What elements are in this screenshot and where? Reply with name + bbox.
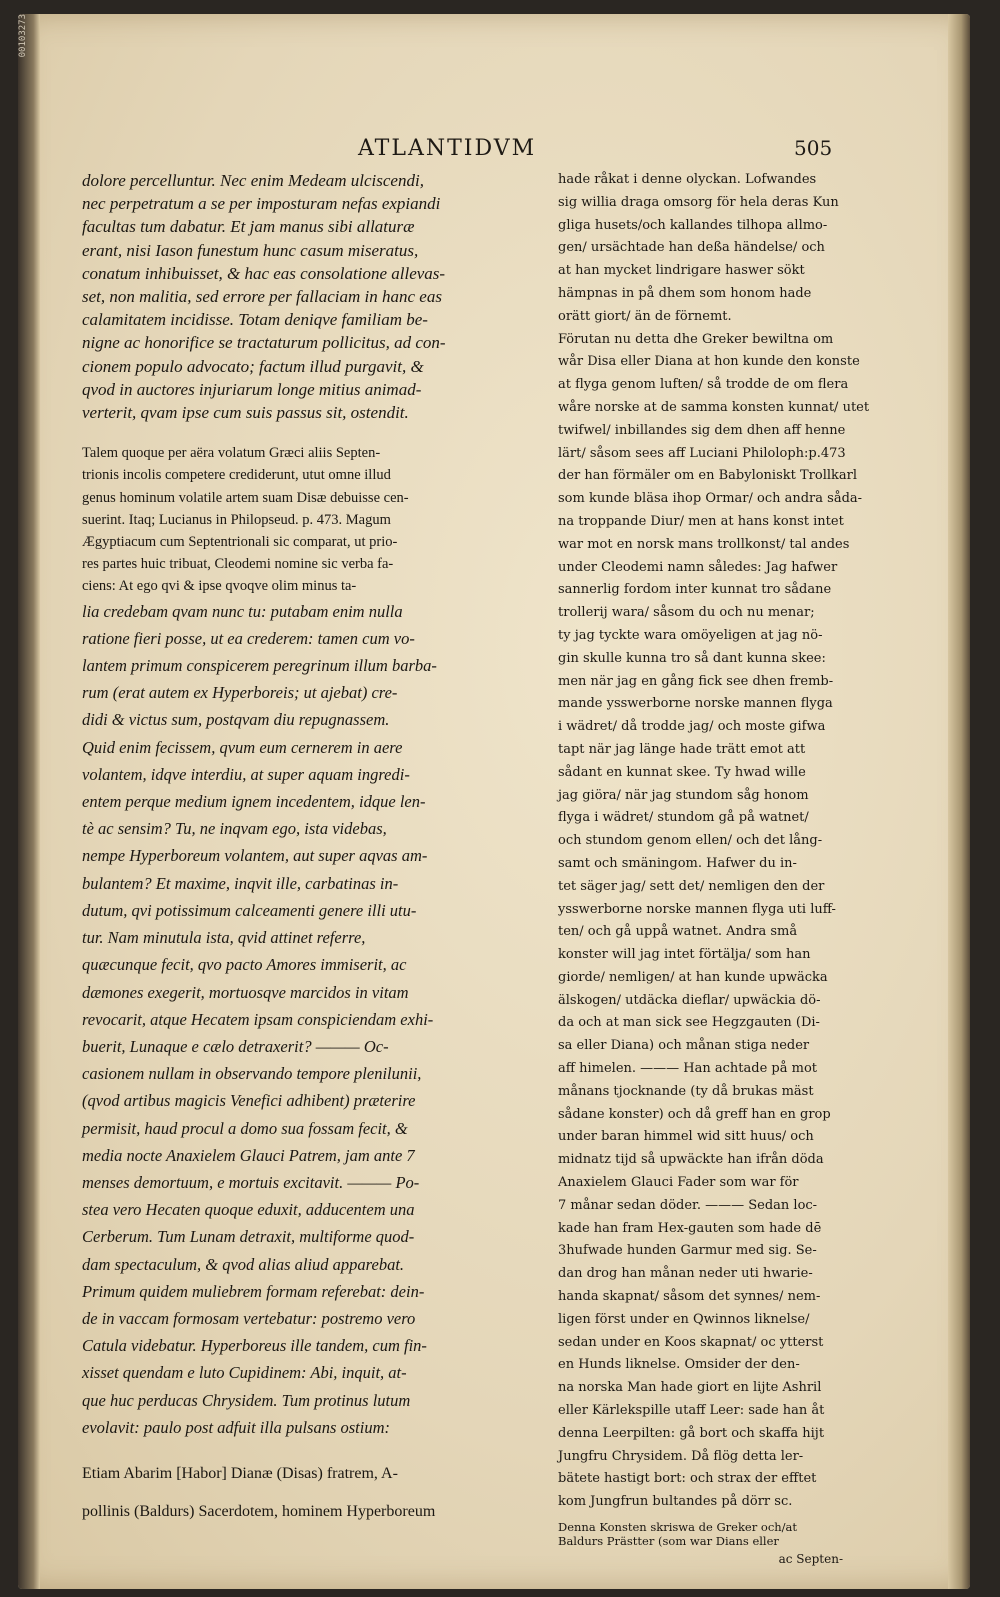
- text-line: ysswerborne norske mannen flyga uti luff-: [558, 901, 836, 917]
- text-line: lantem primum conspicerem peregrinum illum barba-: [82, 656, 437, 676]
- text-line: sannerlig fordom inter kunnat tro sådane: [558, 582, 832, 598]
- text-line: dæmones exegerit, mortuosqve marcidos in vitam: [82, 982, 409, 1002]
- text-line: bulantem? Et maxime, inqvit ille, carbatinas in-: [82, 873, 399, 893]
- text-line: älskogen/ utdäcka dieflar/ upwäckia dö-: [558, 992, 821, 1008]
- text-line: dolore percelluntur. Nec enim Medeam ulciscendi,: [82, 171, 424, 190]
- text-line: ciens: At ego qvi & ipse qvoqve olim minus ta-: [82, 578, 357, 595]
- text-line: månans tjocknande (ty då brukas mäst: [558, 1083, 814, 1099]
- text-line: tet säger jag/ sett det/ nemligen den der: [558, 878, 825, 894]
- text-line: da och at man sick see Hegzgauten (Di-: [558, 1015, 820, 1031]
- text-line: cionem populo advocato; factum illud purgavit, &: [82, 356, 424, 376]
- text-line: conatum inhibuisset, & hac eas consolatione allevas-: [82, 263, 446, 283]
- text-line: hämpnas in på dhem som honom hade: [558, 285, 812, 301]
- catchword: ac Septen-: [778, 1552, 843, 1567]
- text-line: Cerberum. Tum Lunam detraxit, multiforme quod-: [82, 1227, 415, 1247]
- text-line: Denna Konsten skriswa de Greker och/at: [558, 1520, 798, 1535]
- text-line: Ægyptiacum cum Septentrionali sic comparat, ut prio-: [82, 534, 398, 551]
- text-line: under baran himmel wid sitt huus/ och: [558, 1129, 814, 1145]
- text-line: dutum, qvi potissimum calceamenti genere illi utu-: [82, 900, 417, 920]
- text-line: de in vaccam formosam vertebatur: postremo vero: [82, 1308, 416, 1328]
- text-line: eller Kärlekspille utaff Leer: sade han åt: [558, 1403, 825, 1419]
- text-line: men när jag en gång fick see dhen fremb-: [558, 673, 834, 689]
- text-line: 3hufwade hunden Garmur med sig. Se-: [558, 1243, 817, 1259]
- latin-italic-block: [82, 169, 542, 424]
- text-line: na troppande Diur/ men at hans konst intet: [558, 513, 844, 529]
- text-line: lia credebam qvam nunc tu: putabam enim nulla: [82, 601, 403, 621]
- swedish-column: [558, 169, 870, 1571]
- text-line: kom Jungfrun bultandes på dörr sc.: [558, 1494, 793, 1510]
- text-line: buerit, Lunaque e cælo detraxerit? ——— Oc-: [82, 1036, 389, 1056]
- text-line: Etiam Abarim [Habor] Dianæ (Disas) fratrem, A-: [82, 1464, 398, 1482]
- text-line: tè ac sensim? Tu, ne inqvam ego, ista videbas,: [82, 819, 387, 839]
- text-line: ten/ och gå uppå watnet. Andra små: [558, 924, 798, 940]
- text-line: genus hominum volatile artem suam Disæ debuisse cen-: [82, 489, 409, 506]
- text-line: at han mycket lindrigare haswer sökt: [558, 263, 805, 279]
- text-line: giorde/ nemligen/ at han kunde upwäcka: [558, 969, 828, 985]
- text-line: sa eller Diana) och månan stiga neder: [558, 1038, 810, 1054]
- text-line: midnatz tijd så upwäckte han ifrån döda: [558, 1152, 824, 1168]
- text-line: i wädret/ då trodde jag/ och moste gifwa: [558, 719, 826, 735]
- text-line: verterit, qvam ipse cum suis passus sit, ostendit.: [82, 403, 409, 423]
- text-line: (qvod artibus magicis Venefici adhibent) præterire: [82, 1091, 416, 1111]
- text-line: Anaxielem Glauci Fader som war för: [558, 1175, 799, 1191]
- latin-quotation-block: [82, 598, 542, 1441]
- text-line: erant, nisi Iason funestum hunc casum miseratus,: [82, 240, 419, 260]
- text-line: set, non malitia, sed errore per fallaciam in hanc eas: [82, 287, 442, 307]
- text-line: evolavit: paulo post adfuit illa pulsans ostium:: [82, 1417, 390, 1437]
- text-line: ligen först under en Qwinnos liknelse/: [558, 1311, 810, 1327]
- text-line: sig willia draga omsorg för hela deras Kun: [558, 194, 839, 210]
- text-line: didi & victus sum, postqvam diu repugnassem.: [82, 710, 390, 730]
- latin-roman-block: [82, 442, 542, 597]
- text-line: rum (erat autem ex Hyperboreis; ut ajebat) cre-: [82, 683, 398, 703]
- text-line: samt och smäningom. Hafwer du in-: [558, 855, 797, 871]
- text-line: tur. Nam minutula ista, qvid attinet referre,: [82, 928, 366, 948]
- text-line: twifwel/ inbillandes sig dem dhen aff henne: [558, 422, 846, 438]
- text-line: suerint. Itaq; Lucianus in Philopseud. p. 473. Magum: [82, 511, 391, 528]
- text-line: hade råkat i denne olyckan. Lofwandes: [558, 172, 817, 187]
- text-line: qvod in auctores injuriarum longe mitius animad-: [82, 379, 422, 399]
- text-line: que huc perducas Chrysidem. Tum protinus lutum: [82, 1390, 411, 1410]
- text-line: permisit, haud procul a domo sua fossam fecit, &: [82, 1118, 408, 1138]
- text-line: res partes huic tribuat, Cleodemi nomine sic verba fa-: [82, 556, 394, 573]
- book-page: [18, 14, 970, 1589]
- text-line: mande ysswerborne norske mannen flyga: [558, 696, 833, 712]
- text-line: en Hunds liknelse. Omsider der den-: [558, 1357, 800, 1373]
- text-line: sedan under en Koos skapnat/ oc ytterst: [558, 1334, 824, 1350]
- text-line: entem perque medium ignem incedentem, idque len-: [82, 792, 426, 812]
- text-line: casionem nullam in observando tempore plenilunii,: [82, 1064, 422, 1084]
- text-line: Primum quidem muliebrem formam referebat: dein-: [82, 1281, 425, 1301]
- text-line: revocarit, atque Hecatem ipsam conspiciendam exhi-: [82, 1009, 434, 1029]
- text-line: lärt/ såsom sees aff Luciani Philoloph:p.473: [558, 445, 846, 461]
- text-line: quæcunque fecit, qvo pacto Amores immiserit, ac: [82, 955, 407, 975]
- text-line: dam spectaculum, & qvod alias aliud apparebat.: [82, 1254, 405, 1274]
- text-line: gin skulle kunna tro så dant kunna skee:: [558, 650, 826, 666]
- text-line: wår Disa eller Diana at hon kunde den konste: [558, 354, 860, 370]
- running-head: ATLANTIDVM: [358, 136, 537, 161]
- latin-closing-block: [82, 1463, 542, 1523]
- text-line: jag giöra/ när jag stundom såg honom: [558, 787, 809, 803]
- text-line: wåre norske at de samma konsten kunnat/ utet: [558, 399, 870, 415]
- text-line: Förutan nu detta dhe Greker bewiltna om: [558, 331, 834, 347]
- text-line: Jungfru Chrysidem. Då flög detta ler-: [558, 1448, 804, 1464]
- page-number: 505: [794, 136, 833, 160]
- text-line: kade han fram Hex-gauten som hade dē: [558, 1220, 822, 1236]
- page-edge: [948, 14, 970, 1589]
- text-line: stea vero Hecaten quoque eduxit, adducentem una: [82, 1200, 415, 1220]
- text-line: orätt giort/ än de förnemt.: [558, 308, 732, 324]
- text-line: nec perpetratum a se per imposturam nefas expiandi: [82, 194, 441, 214]
- text-line: ratione fieri posse, ut ea crederem: tamen cum vo-: [82, 628, 415, 648]
- catalog-id: 00103273: [18, 14, 28, 58]
- text-line: der han förmäler om en Babyloniskt Trollkarl: [558, 468, 858, 484]
- text-line: handa skapnat/ såsom det synnes/ nem-: [558, 1289, 821, 1305]
- text-line: konster will jag intet förtälja/ som han: [558, 947, 811, 963]
- binding-gutter: [18, 14, 40, 1589]
- text-line: Catula videbatur. Hyperboreus ille tandem, cum fin-: [82, 1336, 427, 1356]
- text-line: gen/ ursächtade han deßa händelse/ och: [558, 240, 825, 256]
- text-line: och stundom genom ellen/ och det lång-: [558, 833, 823, 849]
- text-line: aff himelen. ——— Han achtade på mot: [558, 1061, 817, 1077]
- swedish-note: [558, 1520, 843, 1548]
- text-line: volantem, idqve interdiu, at super aquam ingredi-: [82, 764, 410, 784]
- text-line: pollinis (Baldurs) Sacerdotem, hominem Hyperboreum: [82, 1502, 436, 1520]
- text-line: ty jag tyckte wara omöyeligen at jag nö-: [558, 627, 823, 643]
- latin-column: [82, 169, 542, 1539]
- text-line: denna Leerpilten: gå bort och skaffa hijt: [558, 1425, 825, 1441]
- text-line: som kunde bläsa ihop Ormar/ och andra såda-: [558, 491, 863, 507]
- text-line: media nocte Anaxielem Glauci Patrem, jam ante 7: [82, 1145, 415, 1165]
- text-line: flyga i wädret/ stundom gå på watnet/: [558, 810, 809, 826]
- text-line: war mot en norsk mans trollkonst/ tal andes: [558, 536, 850, 552]
- text-line: menses demortuum, e mortuis excitavit. ——— Po-: [82, 1172, 420, 1192]
- text-line: sådane konster) och då greff han en grop: [558, 1106, 831, 1122]
- text-line: at flyga genom luften/ så trodde de om flera: [558, 377, 849, 393]
- text-line: dan drog han månan neder uti hwarie-: [558, 1266, 813, 1282]
- text-line: 7 månar sedan döder. ——— Sedan loc-: [558, 1197, 818, 1213]
- text-line: sådant en kunnat skee. Ty hwad wille: [558, 764, 806, 780]
- text-line: under Cleodemi namn således: Jag hafwer: [558, 559, 838, 575]
- text-line: nigne ac honorifice se tractaturum pollicitus, ad con-: [82, 333, 446, 353]
- text-line: na norska Man hade giort en lijte Ashril: [558, 1380, 822, 1396]
- text-line: facultas tum dabatur. Et jam manus sibi allaturæ: [82, 217, 415, 237]
- text-line: nempe Hyperboreum volantem, aut super aqvas am-: [82, 846, 428, 866]
- text-line: gliga husets/och kallandes tilhopa allmo-: [558, 217, 828, 233]
- text-line: Quid enim fecissem, qvum eum cernerem in aere: [82, 737, 403, 757]
- text-line: calamitatem incidisse. Totam deniqve familiam be-: [82, 310, 428, 330]
- text-line: Baldurs Prästter (som war Dians eller: [558, 1534, 779, 1549]
- text-line: tapt när jag länge hade trätt emot att: [558, 741, 806, 757]
- text-line: bätete hastigt bort: och strax der efftet: [558, 1471, 817, 1487]
- text-line: trionis incolis competere crediderunt, utut omne illud: [82, 467, 391, 484]
- text-line: trollerij wara/ såsom du och nu menar;: [558, 605, 815, 621]
- text-line: xisset quendam e luto Cupidinem: Abi, inquit, at-: [82, 1363, 407, 1383]
- swedish-text-block: [558, 169, 870, 1514]
- text-line: Talem quoque per aëra volatum Græci aliis Septen-: [82, 445, 381, 462]
